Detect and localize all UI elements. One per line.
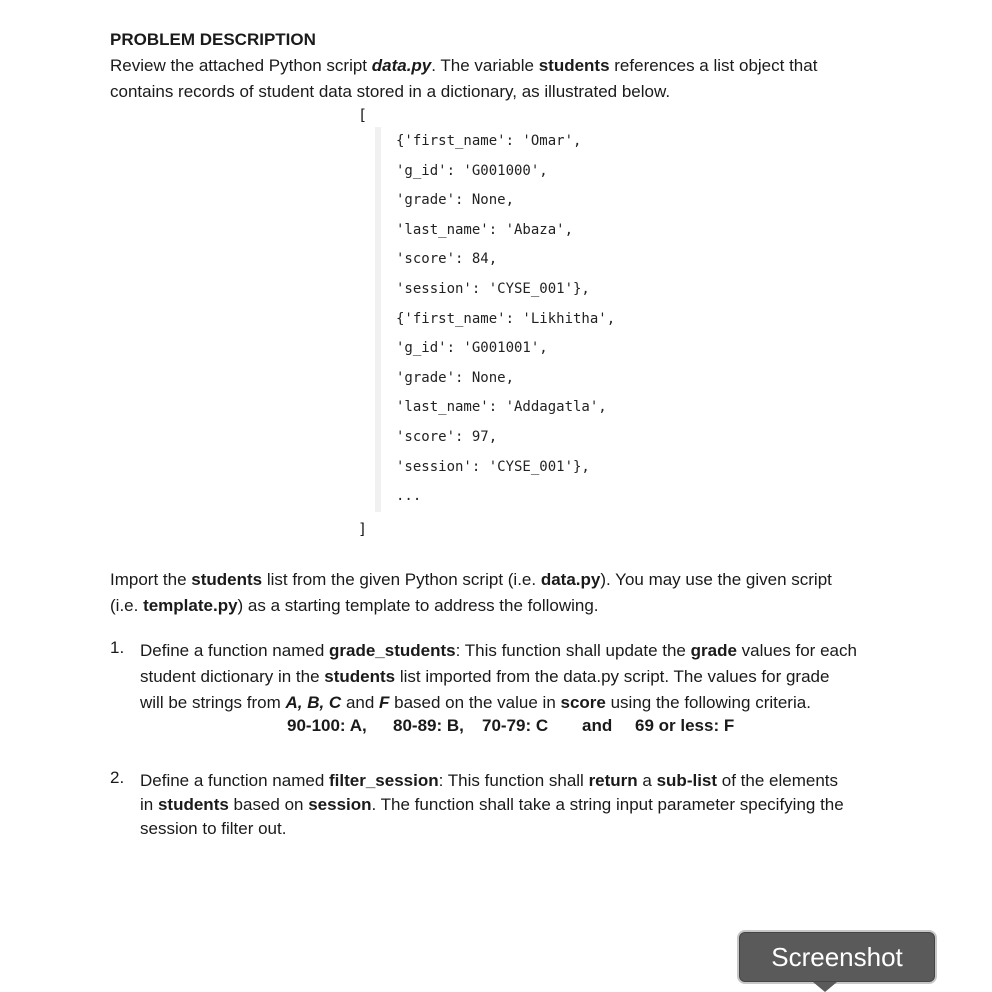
criteria-f: 69 or less: F [635,716,735,735]
code-line: ... [396,488,422,505]
import-line-2: (i.e. template.py) as a starting template to address the following. [110,596,599,615]
code-line: {'first_name': 'Omar', [396,133,582,149]
code-line: 'score': 97, [396,429,498,445]
item-2-line-3: session to filter out. [140,819,287,838]
code-line: 'session': 'CYSE_001'}, [396,458,590,475]
code-block-bar [375,127,381,512]
criteria-and: and [582,716,613,735]
screenshot-button-pointer [813,982,837,992]
screenshot-button[interactable]: Screenshot [737,930,937,984]
code-line: 'last_name': 'Addagatla', [396,399,607,416]
criteria-a: 90-100: A, [287,716,367,735]
problem-heading: PROBLEM DESCRIPTION [110,30,316,49]
code-line: 'g_id': 'G001001', [396,340,548,357]
code-line: 'last_name': 'Abaza', [396,221,574,238]
item-1-line-2: student dictionary in the students list imported from the data.py script. The values for grade [140,667,830,686]
code-line: 'score': 84, [396,251,498,268]
intro-line-1: Review the attached Python script data.py. The variable students references a list object that [110,56,818,75]
code-line: 'session': 'CYSE_001'}, [396,281,590,297]
item-1-line-1: Define a function named grade_students: This function shall update the grade values for each [140,641,857,660]
code-open-bracket: [ [358,106,368,124]
item-2-line-2: in students based on session. The function shall take a string input parameter specifying the [140,795,844,814]
item-1-line-3: will be strings from A, B, C and F based on the value in score using the following criteria. [140,693,811,712]
criteria-b: 80-89: B, [393,716,464,735]
criteria-c: 70-79: C [482,716,549,735]
code-line: 'grade': None, [396,369,515,386]
item-1-number: 1. [110,638,125,657]
intro-line-2: contains records of student data stored in a dictionary, as illustrated below. [110,82,671,101]
code-close-bracket: ] [358,520,368,538]
code-line: 'grade': None, [396,192,515,209]
item-2-number: 2. [110,768,125,787]
code-line: {'first_name': 'Likhitha', [396,310,616,327]
item-2-line-1: Define a function named filter_session: This function shall return a sub-list of the elements [140,771,839,790]
import-line-1: Import the students list from the given Python script (i.e. data.py). You may use the given script [110,570,832,589]
code-line: 'g_id': 'G001000', [396,162,548,179]
